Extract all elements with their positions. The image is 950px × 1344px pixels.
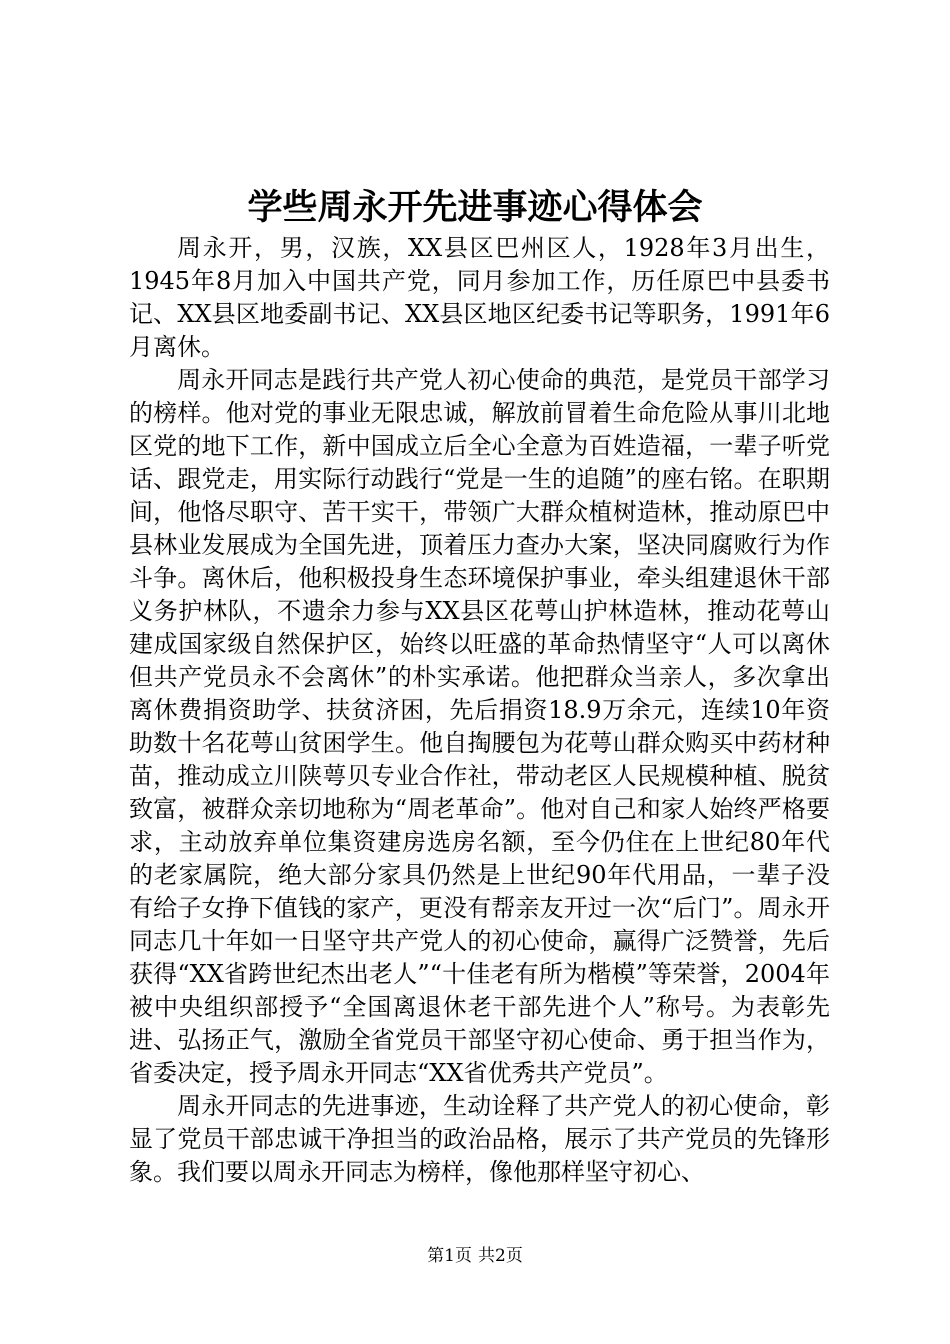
- paragraph-deeds: 周永开同志是践行共产党人初心使命的典范，是党员干部学习的榜样。他对党的事业无限忠诚，解放前冒着生命危险从事川北地区党的地下工作，新中国成立后全心全意为百姓造福，一辈子听党话、跟党走，用实际行动践行“党是一生的追随”的座右铭。在职期间，他恪尽职守、苦干实干，带领广大群众植树造林，推动原巴中县林业发展成为全国先进，顶着压力查办大案，坚决同腐败行为作斗争。离休后，他积极投身生态环境保护事业，牵头组建退休干部义务护林队，不遗余力参与XX县区花萼山护林造林，推动花萼山建成国家级自然保护区，始终以旺盛的革命热情坚守“人可以离休但共产党员永不会离休”的朴实承诺。他把群众当亲人，多次拿出离休费捐资助学、扶贫济困，先后捐资18.9万余元，连续10年资助数十名花萼山贫困学生。他自掏腰包为花萼山群众购买中药材种苗，推动成立川陕萼贝专业合作社，带动老区人民规模种植、脱贫致富，被群众亲切地称为“周老革命”。他对自己和家人始终严格要求，主动放弃单位集资建房选房名额，至今仍住在上世纪80年代的老家属院，绝大部分家具仍然是上世纪90年代用品，一辈子没有给子女挣下值钱的家产，更没有帮亲友开过一次“后门”。周永开同志几十年如一日坚守共产党人的初心使命，赢得广泛赞誉，先后获得“XX省跨世纪杰出老人”“十佳老有所为楷模”等荣誉，2004年被中央组织部授予“全国离退休老干部先进个人”称号。为表彰先进、弘扬正气，激励全省党员干部坚守初心使命、勇于担当作为，省委决定，授予周永开同志“XX省优秀共产党员”。: [129, 366, 830, 1087]
- document-title: 学些周永开先进事迹心得体会: [247, 187, 703, 228]
- document-body: [129, 232, 830, 1189]
- page-footer: [0, 1244, 950, 1268]
- page-total: 共2页: [478, 1246, 523, 1266]
- paragraph-intro: 周永开，男，汉族，XX县区巴州区人，1928年3月出生，1945年8月加入中国共产党，同月参加工作，历任原巴中县委书记、XX县区地委副书记、XX县区地区纪委书记等职务，1991年6月离休。: [129, 234, 830, 361]
- page-number: 第1页: [427, 1246, 472, 1266]
- paragraph-reflection: 周永开同志的先进事迹，生动诠释了共产党人的初心使命，彰显了党员干部忠诚干净担当的政治品格，展示了共产党员的先锋形象。我们要以周永开同志为榜样，像他那样坚守初心、: [129, 1092, 830, 1186]
